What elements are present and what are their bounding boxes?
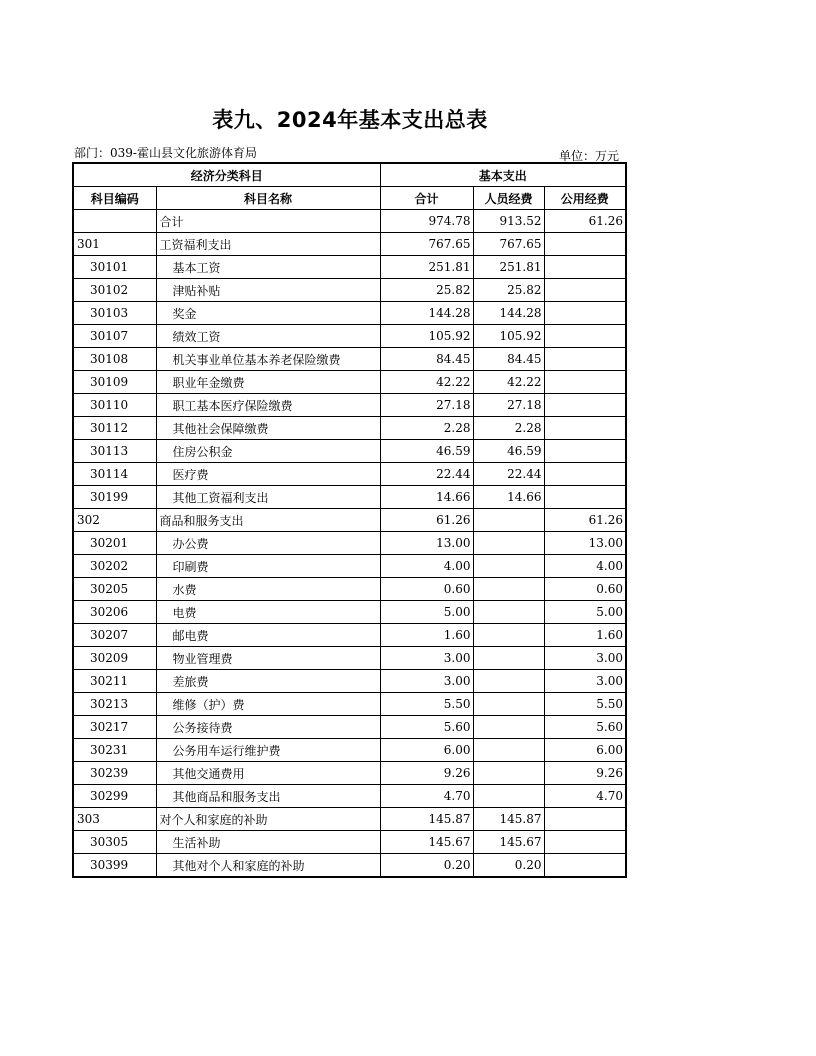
unit-label: 单位：万元 — [559, 149, 620, 163]
cell-code: 30102 — [73, 279, 156, 302]
cell-total: 4.00 — [380, 555, 473, 578]
cell-public — [544, 302, 626, 325]
cell-code: 30109 — [73, 371, 156, 394]
cell-name: 维修（护）费 — [156, 693, 380, 716]
cell-personnel: 767.65 — [473, 233, 544, 256]
cell-code: 30211 — [73, 670, 156, 693]
cell-public: 4.00 — [544, 555, 626, 578]
cell-name: 基本工资 — [156, 256, 380, 279]
cell-personnel: 145.87 — [473, 808, 544, 831]
cell-total: 974.78 — [380, 210, 473, 233]
cell-name: 生活补助 — [156, 831, 380, 854]
cell-public: 0.60 — [544, 578, 626, 601]
cell-total: 0.60 — [380, 578, 473, 601]
cell-total: 105.92 — [380, 325, 473, 348]
cell-total: 5.50 — [380, 693, 473, 716]
cell-total: 61.26 — [380, 509, 473, 532]
table-row — [73, 279, 626, 302]
cell-public — [544, 854, 626, 878]
table-row — [73, 624, 626, 647]
cell-name: 电费 — [156, 601, 380, 624]
cell-name: 印刷费 — [156, 555, 380, 578]
group-header-basic: 基本支出 — [380, 163, 626, 187]
cell-name: 办公费 — [156, 532, 380, 555]
table-row — [73, 394, 626, 417]
cell-personnel — [473, 693, 544, 716]
cell-public — [544, 831, 626, 854]
cell-personnel — [473, 578, 544, 601]
cell-name: 其他对个人和家庭的补助 — [156, 854, 380, 878]
cell-code: 30206 — [73, 601, 156, 624]
table-row — [73, 670, 626, 693]
cell-total: 145.67 — [380, 831, 473, 854]
cell-public — [544, 808, 626, 831]
table-row — [73, 486, 626, 509]
cell-code: 302 — [73, 509, 156, 532]
cell-public: 3.00 — [544, 647, 626, 670]
expenditure-table — [72, 162, 627, 878]
cell-public: 13.00 — [544, 532, 626, 555]
table-row — [73, 762, 626, 785]
table-row — [73, 532, 626, 555]
page-title: 表九、2024年基本支出总表 — [212, 108, 488, 132]
table-row — [73, 578, 626, 601]
cell-name: 差旅费 — [156, 670, 380, 693]
cell-code: 30114 — [73, 463, 156, 486]
cell-public: 1.60 — [544, 624, 626, 647]
column-header-total: 合计 — [380, 187, 473, 210]
table-row — [73, 647, 626, 670]
cell-public — [544, 394, 626, 417]
cell-total: 251.81 — [380, 256, 473, 279]
cell-code: 30299 — [73, 785, 156, 808]
cell-personnel: 14.66 — [473, 486, 544, 509]
cell-personnel: 913.52 — [473, 210, 544, 233]
cell-name: 公务接待费 — [156, 716, 380, 739]
cell-public — [544, 417, 626, 440]
cell-public — [544, 348, 626, 371]
cell-personnel: 145.67 — [473, 831, 544, 854]
cell-code: 30112 — [73, 417, 156, 440]
cell-code: 30108 — [73, 348, 156, 371]
column-header-personnel: 人员经费 — [473, 187, 544, 210]
table-row — [73, 555, 626, 578]
cell-code: 30399 — [73, 854, 156, 878]
cell-public — [544, 279, 626, 302]
cell-code: 30201 — [73, 532, 156, 555]
cell-public: 6.00 — [544, 739, 626, 762]
cell-code: 30101 — [73, 256, 156, 279]
cell-personnel — [473, 555, 544, 578]
table-row — [73, 808, 626, 831]
cell-total: 4.70 — [380, 785, 473, 808]
cell-public — [544, 371, 626, 394]
table-row — [73, 601, 626, 624]
cell-total: 144.28 — [380, 302, 473, 325]
cell-total: 2.28 — [380, 417, 473, 440]
cell-name: 商品和服务支出 — [156, 509, 380, 532]
cell-total: 46.59 — [380, 440, 473, 463]
table-row — [73, 440, 626, 463]
cell-public: 3.00 — [544, 670, 626, 693]
cell-code — [73, 210, 156, 233]
table-row — [73, 716, 626, 739]
cell-personnel: 25.82 — [473, 279, 544, 302]
cell-total: 42.22 — [380, 371, 473, 394]
cell-total: 145.87 — [380, 808, 473, 831]
column-header-code: 科目编码 — [73, 187, 156, 210]
cell-total: 25.82 — [380, 279, 473, 302]
cell-personnel — [473, 601, 544, 624]
cell-personnel — [473, 762, 544, 785]
table-row — [73, 233, 626, 256]
cell-name: 住房公积金 — [156, 440, 380, 463]
cell-name: 公务用车运行维护费 — [156, 739, 380, 762]
table-row — [73, 325, 626, 348]
group-header-economic: 经济分类科目 — [73, 163, 380, 187]
cell-total: 84.45 — [380, 348, 473, 371]
cell-name: 津贴补贴 — [156, 279, 380, 302]
cell-name: 其他商品和服务支出 — [156, 785, 380, 808]
cell-code: 30209 — [73, 647, 156, 670]
cell-code: 30110 — [73, 394, 156, 417]
cell-personnel: 251.81 — [473, 256, 544, 279]
table-row — [73, 417, 626, 440]
cell-name: 绩效工资 — [156, 325, 380, 348]
table-row — [73, 371, 626, 394]
cell-public: 4.70 — [544, 785, 626, 808]
cell-code: 30213 — [73, 693, 156, 716]
cell-personnel — [473, 739, 544, 762]
cell-personnel — [473, 670, 544, 693]
cell-public — [544, 486, 626, 509]
cell-personnel: 0.20 — [473, 854, 544, 878]
cell-code: 30231 — [73, 739, 156, 762]
cell-name: 职工基本医疗保险缴费 — [156, 394, 380, 417]
cell-public: 5.50 — [544, 693, 626, 716]
table-row — [73, 256, 626, 279]
cell-personnel: 22.44 — [473, 463, 544, 486]
cell-name: 工资福利支出 — [156, 233, 380, 256]
cell-personnel: 84.45 — [473, 348, 544, 371]
cell-name: 奖金 — [156, 302, 380, 325]
cell-personnel: 42.22 — [473, 371, 544, 394]
cell-personnel — [473, 647, 544, 670]
cell-personnel — [473, 509, 544, 532]
column-header-name: 科目名称 — [156, 187, 380, 210]
cell-total: 14.66 — [380, 486, 473, 509]
cell-public — [544, 463, 626, 486]
cell-total: 5.00 — [380, 601, 473, 624]
cell-personnel — [473, 532, 544, 555]
table-row — [73, 509, 626, 532]
cell-personnel: 105.92 — [473, 325, 544, 348]
cell-public — [544, 325, 626, 348]
cell-name: 其他社会保障缴费 — [156, 417, 380, 440]
cell-name: 对个人和家庭的补助 — [156, 808, 380, 831]
cell-total: 3.00 — [380, 670, 473, 693]
department-label: 部门：039-霍山县文化旅游体育局 — [74, 146, 257, 160]
cell-total: 0.20 — [380, 854, 473, 878]
cell-personnel: 144.28 — [473, 302, 544, 325]
table-row — [73, 693, 626, 716]
cell-personnel: 2.28 — [473, 417, 544, 440]
cell-total: 767.65 — [380, 233, 473, 256]
cell-name: 邮电费 — [156, 624, 380, 647]
cell-public: 61.26 — [544, 210, 626, 233]
table-row — [73, 210, 626, 233]
cell-total: 3.00 — [380, 647, 473, 670]
table-row — [73, 854, 626, 878]
cell-personnel: 46.59 — [473, 440, 544, 463]
cell-name: 医疗费 — [156, 463, 380, 486]
cell-code: 30107 — [73, 325, 156, 348]
table-row — [73, 739, 626, 762]
cell-total: 13.00 — [380, 532, 473, 555]
cell-public: 5.00 — [544, 601, 626, 624]
cell-name: 其他交通费用 — [156, 762, 380, 785]
cell-name: 合计 — [156, 210, 380, 233]
cell-total: 9.26 — [380, 762, 473, 785]
cell-name: 机关事业单位基本养老保险缴费 — [156, 348, 380, 371]
cell-personnel — [473, 785, 544, 808]
cell-code: 301 — [73, 233, 156, 256]
cell-name: 水费 — [156, 578, 380, 601]
cell-code: 30239 — [73, 762, 156, 785]
cell-code: 30113 — [73, 440, 156, 463]
cell-personnel: 27.18 — [473, 394, 544, 417]
table-body — [73, 210, 626, 878]
cell-code: 30199 — [73, 486, 156, 509]
cell-code: 303 — [73, 808, 156, 831]
cell-public — [544, 233, 626, 256]
cell-name: 其他工资福利支出 — [156, 486, 380, 509]
cell-personnel — [473, 624, 544, 647]
cell-public — [544, 440, 626, 463]
cell-code: 30202 — [73, 555, 156, 578]
cell-code: 30305 — [73, 831, 156, 854]
table-row — [73, 463, 626, 486]
cell-total: 27.18 — [380, 394, 473, 417]
cell-code: 30207 — [73, 624, 156, 647]
table-row — [73, 785, 626, 808]
cell-total: 1.60 — [380, 624, 473, 647]
table-row — [73, 348, 626, 371]
cell-code: 30205 — [73, 578, 156, 601]
cell-code: 30217 — [73, 716, 156, 739]
cell-code: 30103 — [73, 302, 156, 325]
cell-personnel — [473, 716, 544, 739]
cell-total: 6.00 — [380, 739, 473, 762]
table-row — [73, 831, 626, 854]
cell-name: 物业管理费 — [156, 647, 380, 670]
column-header-public: 公用经费 — [544, 187, 626, 210]
cell-public: 9.26 — [544, 762, 626, 785]
cell-public: 5.60 — [544, 716, 626, 739]
table-row — [73, 302, 626, 325]
cell-total: 5.60 — [380, 716, 473, 739]
cell-public: 61.26 — [544, 509, 626, 532]
cell-name: 职业年金缴费 — [156, 371, 380, 394]
cell-total: 22.44 — [380, 463, 473, 486]
cell-public — [544, 256, 626, 279]
